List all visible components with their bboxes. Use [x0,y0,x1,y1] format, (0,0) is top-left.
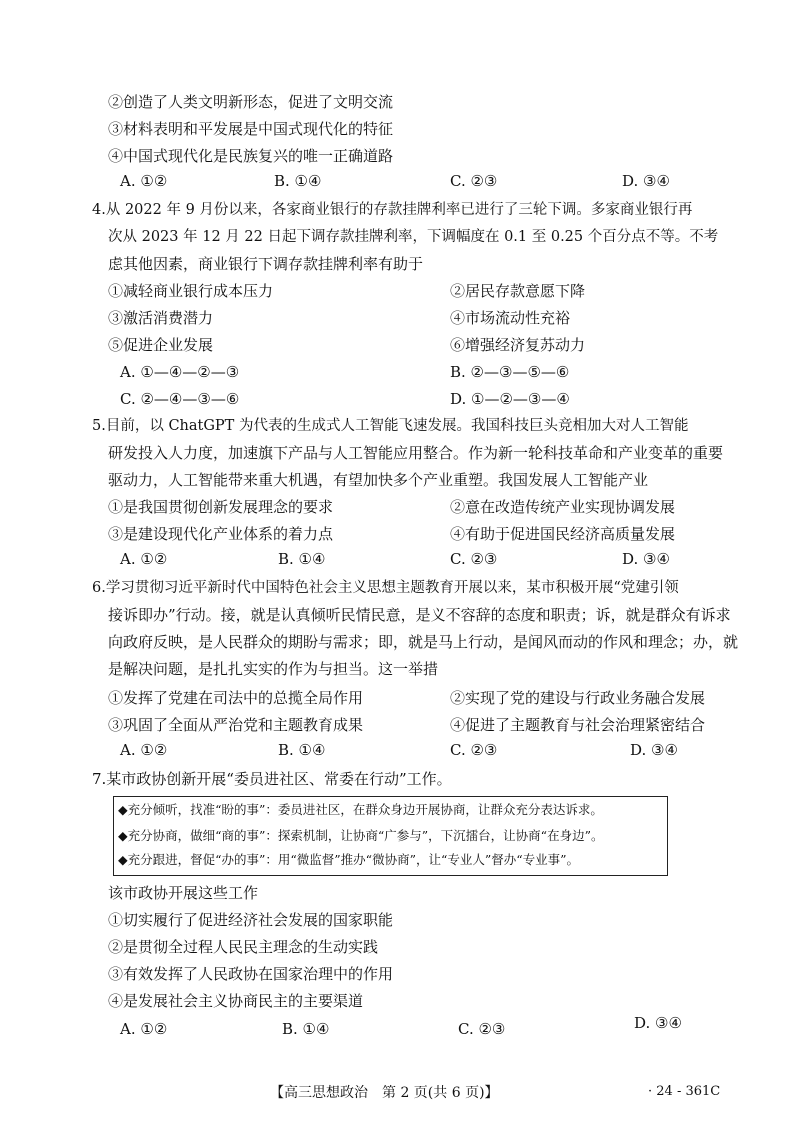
q4-stem-line-1: 4.从 2022 年 9 月份以来，各家商业银行的存款挂牌利率已进行了三轮下调。多家商业银行再 [92,202,693,218]
q5-stem-line-1: 5.目前，以 ChatGPT 为代表的生成式人工智能飞速发展。我国科技巨头竞相加大对人工智能 [92,418,689,434]
q6-stem-line-3: 向政府反映，是人民群众的期盼与需求；即，就是马上行动，是闻风而动的作风和理念；办，就 [108,633,739,651]
q7-box-line-3: ◆充分跟进，督促“办的事”：用“微监督”推办“微协商”，让“专业人”督办“专业事”。 [118,852,580,867]
q6-option-b: B. ①④ [278,741,326,759]
q7-box-line-2: ◆充分协商，做细“商的事”：探索机制，让协商“广参与”，下沉擂台，让协商“在身边”。 [118,828,604,843]
q4-stem-line-3: 虑其他因素，商业银行下调存款挂牌利率有助于 [108,255,424,273]
q7-option-b: B. ①④ [282,1020,330,1038]
q4-statement-6: ⑥增强经济复苏动力 [450,336,586,354]
q3-option-a: A. ①② [120,172,168,190]
q5-option-b: B. ①④ [278,550,326,568]
q4-option-b: B. ②—③—⑤—⑥ [450,363,570,381]
q7-option-d: D. ③④ [634,1014,682,1032]
q4-statement-5: ⑤促进企业发展 [108,336,214,354]
q7-box-line-1: ◆充分倾听，找准“盼的事”：委员进社区，在群众身边开展协商，让群众充分表达诉求。 [118,802,603,817]
q6-statement-4: ④促进了主题教育与社会治理紧密结合 [450,716,706,734]
q5-statement-4: ④有助于促进国民经济高质量发展 [450,525,676,543]
q7-lead: 该市政协开展这些工作 [108,884,259,902]
q7-statement-3: ③有效发挥了人民政协在国家治理中的作用 [108,965,394,983]
q6-stem-line-4: 是解决问题，是扎扎实实的作为与担当。这一举措 [108,660,439,678]
q7-statement-4: ④是发展社会主义协商民主的主要渠道 [108,992,364,1010]
q4-statement-2: ②居民存款意愿下降 [450,282,586,300]
q4-option-a: A. ①—④—②—③ [120,363,240,381]
q6-statement-1: ①发挥了党建在司法中的总揽全局作用 [108,689,364,707]
q5-stem-line-3: 驱动力，人工智能带来重大机遇，有望加快多个产业重塑。我国发展人工智能产业 [108,471,649,489]
q7-option-c: C. ②③ [458,1020,506,1038]
q7-statement-1: ①切实履行了促进经济社会发展的国家职能 [108,911,394,929]
q3-statement-2: ②创造了人类文明新形态，促进了文明交流 [108,93,394,111]
q7-option-a: A. ①② [120,1020,168,1038]
q4-statement-4: ④市场流动性充裕 [450,309,571,327]
q4-statement-3: ③激活消费潜力 [108,309,214,327]
q6-stem-line-1: 6.学习贯彻习近平新时代中国特色社会主义思想主题教育开展以来，某市积极开展“党建引领 [92,580,679,596]
q7-stem: 7.某市政协创新开展“委员进社区、常委在行动”工作。 [92,770,452,788]
q4-option-d: D. ①—②—③—④ [450,390,570,408]
q3-option-d: D. ③④ [622,172,670,190]
q4-statement-1: ①减轻商业银行成本压力 [108,282,274,300]
q7-statement-2: ②是贯彻全过程人民民主理念的生动实践 [108,938,379,956]
q7-material-box [113,796,668,876]
q5-option-d: D. ③④ [622,550,670,568]
exam-code: · 24 - 361C [648,1084,721,1099]
q4-stem-line-2: 次从 2023 年 12 月 22 日起下调存款挂牌利率，下调幅度在 0.1 至 0.25 个百分点不等。不考 [108,229,719,245]
q6-stem-line-2: 接诉即办”行动。接，就是认真倾听民情民意，是义不容辞的态度和职责；诉，就是群众有诉求 [108,606,731,624]
q6-option-a: A. ①② [120,741,168,759]
q6-option-d: D. ③④ [630,741,678,759]
q3-statement-3: ③材料表明和平发展是中国式现代化的特征 [108,120,394,138]
q6-statement-2: ②实现了党的建设与行政业务融合发展 [450,689,706,707]
q5-option-c: C. ②③ [450,550,498,568]
q5-statement-1: ①是我国贯彻创新发展理念的要求 [108,498,334,516]
q4-option-c: C. ②—④—③—⑥ [120,390,240,408]
q3-option-c: C. ②③ [450,172,498,190]
q5-statement-3: ③是建设现代化产业体系的着力点 [108,525,334,543]
q3-statement-4: ④中国式现代化是民族复兴的唯一正确道路 [108,147,394,165]
q5-statement-2: ②意在改造传统产业实现协调发展 [450,498,676,516]
q3-option-b: B. ①④ [274,172,322,190]
q5-option-a: A. ①② [120,550,168,568]
page-footer: 【高三思想政治 第 2 页(共 6 页)】 [270,1085,499,1101]
q5-stem-line-2: 研发投入人力度，加速旗下产品与人工智能应用整合。作为新一轮科技革命和产业变革的重要 [108,444,724,462]
q6-statement-3: ③巩固了全面从严治党和主题教育成果 [108,716,364,734]
q6-option-c: C. ②③ [450,741,498,759]
